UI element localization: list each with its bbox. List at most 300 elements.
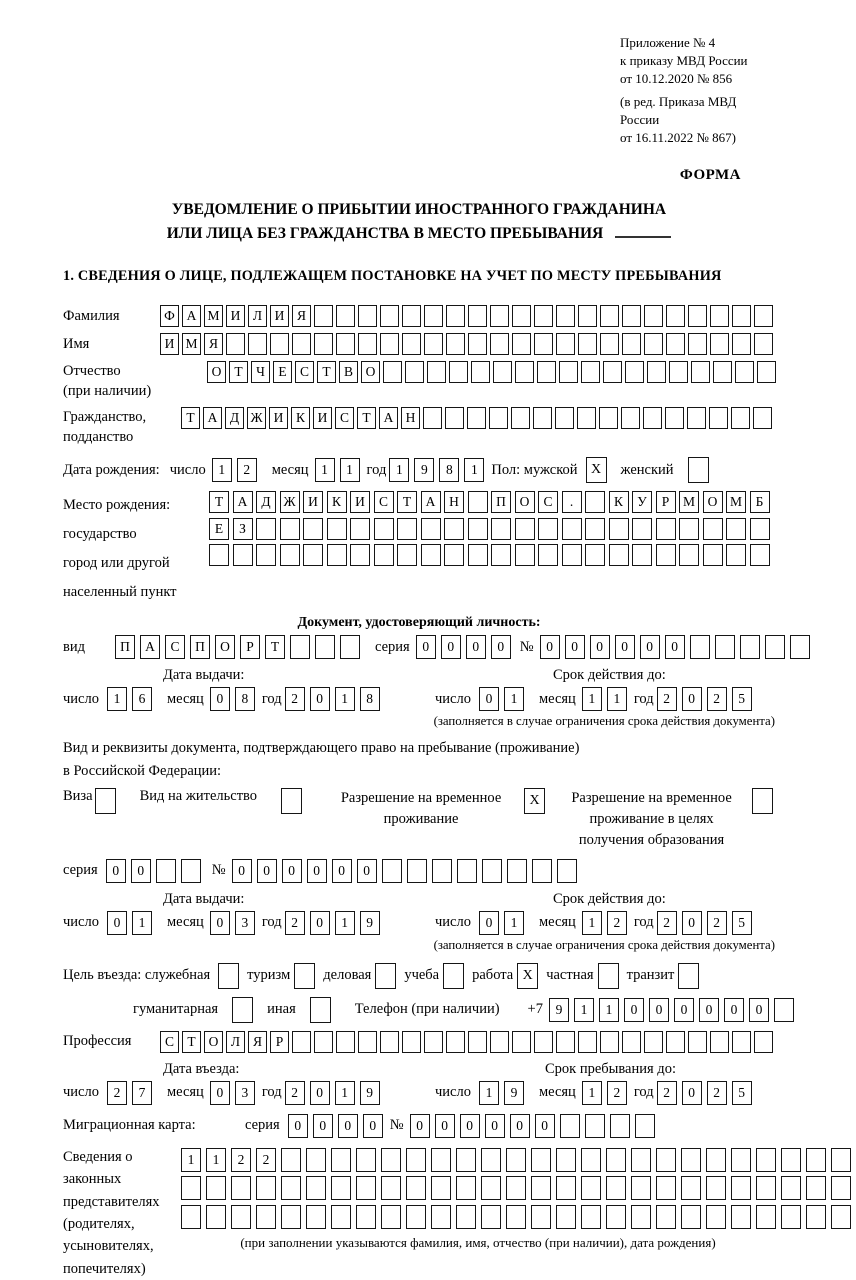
char-cell[interactable] xyxy=(281,1148,301,1172)
char-cell[interactable] xyxy=(622,333,641,355)
char-cell[interactable] xyxy=(656,1176,676,1200)
char-cell[interactable] xyxy=(531,1176,551,1200)
char-cell[interactable]: 1 xyxy=(504,687,524,711)
char-cell[interactable] xyxy=(715,635,735,659)
char-cell[interactable] xyxy=(471,361,490,383)
char-cell[interactable] xyxy=(781,1176,801,1200)
char-cell[interactable] xyxy=(515,544,535,566)
char-cell[interactable] xyxy=(490,305,509,327)
char-cell[interactable]: 1 xyxy=(315,458,335,482)
char-cell[interactable]: М xyxy=(204,305,223,327)
char-cell[interactable] xyxy=(622,305,641,327)
char-cell[interactable]: 6 xyxy=(132,687,152,711)
char-cell[interactable] xyxy=(710,305,729,327)
char-cell[interactable] xyxy=(609,518,629,540)
char-cell[interactable] xyxy=(424,333,443,355)
char-cell[interactable] xyxy=(421,544,441,566)
char-cell[interactable] xyxy=(380,333,399,355)
char-cell[interactable] xyxy=(555,407,574,429)
char-cell[interactable] xyxy=(600,333,619,355)
char-cell[interactable] xyxy=(231,1176,251,1200)
char-cell[interactable]: 0 xyxy=(257,859,277,883)
char-cell[interactable] xyxy=(606,1205,626,1229)
char-cell[interactable]: 1 xyxy=(335,1081,355,1105)
char-cell[interactable] xyxy=(468,333,487,355)
char-cell[interactable] xyxy=(557,859,577,883)
char-cell[interactable] xyxy=(468,305,487,327)
char-cell[interactable] xyxy=(512,333,531,355)
char-cell[interactable]: 1 xyxy=(504,911,524,935)
char-cell[interactable]: П xyxy=(491,491,511,513)
char-cell[interactable]: Т xyxy=(181,407,200,429)
char-cell[interactable] xyxy=(506,1205,526,1229)
char-cell[interactable] xyxy=(585,491,605,513)
char-cell[interactable]: 5 xyxy=(732,1081,752,1105)
char-cell[interactable]: 5 xyxy=(732,911,752,935)
char-cell[interactable] xyxy=(481,1205,501,1229)
char-cell[interactable] xyxy=(336,333,355,355)
char-cell[interactable] xyxy=(534,305,553,327)
char-cell[interactable]: А xyxy=(203,407,222,429)
char-cell[interactable] xyxy=(688,305,707,327)
char-cell[interactable] xyxy=(732,305,751,327)
char-cell[interactable] xyxy=(446,305,465,327)
char-cell[interactable] xyxy=(556,333,575,355)
char-cell[interactable]: 2 xyxy=(707,1081,727,1105)
char-cell[interactable] xyxy=(156,859,176,883)
char-cell[interactable] xyxy=(585,518,605,540)
char-cell[interactable]: 1 xyxy=(206,1148,226,1172)
char-cell[interactable] xyxy=(666,1031,685,1053)
char-cell[interactable] xyxy=(423,407,442,429)
char-cell[interactable] xyxy=(631,1205,651,1229)
char-cell[interactable] xyxy=(336,305,355,327)
char-cell[interactable]: Т xyxy=(357,407,376,429)
char-cell[interactable]: 1 xyxy=(389,458,409,482)
char-cell[interactable]: 0 xyxy=(485,1114,505,1138)
char-cell[interactable]: 0 xyxy=(131,859,151,883)
char-cell[interactable]: 0 xyxy=(416,635,436,659)
char-cell[interactable]: А xyxy=(233,491,253,513)
char-cell[interactable] xyxy=(512,1031,531,1053)
char-cell[interactable] xyxy=(538,544,558,566)
char-cell[interactable]: Т xyxy=(317,361,336,383)
char-cell[interactable] xyxy=(468,491,488,513)
char-cell[interactable]: 0 xyxy=(682,1081,702,1105)
char-cell[interactable]: О xyxy=(215,635,235,659)
char-cell[interactable]: 9 xyxy=(360,911,380,935)
char-cell[interactable] xyxy=(556,1205,576,1229)
char-cell[interactable] xyxy=(331,1205,351,1229)
char-cell[interactable] xyxy=(431,1176,451,1200)
char-cell[interactable]: 0 xyxy=(460,1114,480,1138)
char-cell[interactable]: 0 xyxy=(232,859,252,883)
char-cell[interactable] xyxy=(327,518,347,540)
char-cell[interactable] xyxy=(427,361,446,383)
char-cell[interactable]: К xyxy=(609,491,629,513)
char-cell[interactable] xyxy=(710,1031,729,1053)
char-cell[interactable]: 0 xyxy=(615,635,635,659)
char-cell[interactable] xyxy=(577,407,596,429)
char-cell[interactable] xyxy=(507,859,527,883)
char-cell[interactable]: А xyxy=(182,305,201,327)
char-cell[interactable] xyxy=(95,788,116,814)
char-cell[interactable] xyxy=(468,1031,487,1053)
char-cell[interactable] xyxy=(531,1148,551,1172)
char-cell[interactable] xyxy=(358,305,377,327)
char-cell[interactable] xyxy=(556,305,575,327)
char-cell[interactable]: Л xyxy=(248,305,267,327)
char-cell[interactable] xyxy=(632,518,652,540)
char-cell[interactable]: И xyxy=(303,491,323,513)
char-cell[interactable]: 1 xyxy=(335,911,355,935)
char-cell[interactable] xyxy=(336,1031,355,1053)
char-cell[interactable]: Д xyxy=(225,407,244,429)
char-cell[interactable]: 3 xyxy=(235,911,255,935)
char-cell[interactable] xyxy=(209,544,229,566)
char-cell[interactable] xyxy=(506,1148,526,1172)
char-cell[interactable] xyxy=(456,1205,476,1229)
char-cell[interactable]: 0 xyxy=(338,1114,358,1138)
char-cell[interactable]: 1 xyxy=(582,687,602,711)
char-cell[interactable]: 1 xyxy=(479,1081,499,1105)
char-cell[interactable] xyxy=(449,361,468,383)
char-cell[interactable] xyxy=(688,457,709,483)
char-cell[interactable] xyxy=(256,518,276,540)
char-cell[interactable] xyxy=(306,1176,326,1200)
char-cell[interactable] xyxy=(578,333,597,355)
char-cell[interactable] xyxy=(493,361,512,383)
char-cell[interactable] xyxy=(556,1148,576,1172)
char-cell[interactable]: 5 xyxy=(732,687,752,711)
char-cell[interactable]: 2 xyxy=(607,911,627,935)
char-cell[interactable]: 0 xyxy=(307,859,327,883)
char-cell[interactable] xyxy=(731,1205,751,1229)
char-cell[interactable]: Н xyxy=(444,491,464,513)
char-cell[interactable] xyxy=(678,963,699,989)
char-cell[interactable] xyxy=(468,518,488,540)
char-cell[interactable] xyxy=(306,1148,326,1172)
char-cell[interactable] xyxy=(380,305,399,327)
char-cell[interactable]: 0 xyxy=(510,1114,530,1138)
char-cell[interactable]: С xyxy=(335,407,354,429)
char-cell[interactable] xyxy=(610,1114,630,1138)
char-cell[interactable] xyxy=(681,1148,701,1172)
char-cell[interactable]: 0 xyxy=(749,998,769,1022)
char-cell[interactable] xyxy=(382,859,402,883)
char-cell[interactable] xyxy=(280,544,300,566)
char-cell[interactable] xyxy=(380,1031,399,1053)
char-cell[interactable]: 0 xyxy=(682,687,702,711)
char-cell[interactable] xyxy=(681,1205,701,1229)
char-cell[interactable] xyxy=(515,518,535,540)
char-cell[interactable]: 2 xyxy=(285,687,305,711)
char-cell[interactable] xyxy=(270,333,289,355)
char-cell[interactable] xyxy=(781,1148,801,1172)
char-cell[interactable] xyxy=(710,333,729,355)
char-cell[interactable] xyxy=(750,518,770,540)
char-cell[interactable]: Т xyxy=(182,1031,201,1053)
char-cell[interactable]: 0 xyxy=(565,635,585,659)
char-cell[interactable]: 2 xyxy=(231,1148,251,1172)
char-cell[interactable]: Р xyxy=(240,635,260,659)
char-cell[interactable] xyxy=(248,333,267,355)
char-cell[interactable]: И xyxy=(313,407,332,429)
char-cell[interactable] xyxy=(431,1148,451,1172)
char-cell[interactable]: Ж xyxy=(280,491,300,513)
char-cell[interactable]: 8 xyxy=(235,687,255,711)
char-cell[interactable]: 0 xyxy=(332,859,352,883)
char-cell[interactable]: 0 xyxy=(288,1114,308,1138)
char-cell[interactable] xyxy=(538,518,558,540)
char-cell[interactable]: А xyxy=(421,491,441,513)
char-cell[interactable]: И xyxy=(269,407,288,429)
char-cell[interactable] xyxy=(599,407,618,429)
char-cell[interactable] xyxy=(281,1176,301,1200)
char-cell[interactable] xyxy=(511,407,530,429)
char-cell[interactable] xyxy=(754,305,773,327)
char-cell[interactable]: 2 xyxy=(657,687,677,711)
char-cell[interactable] xyxy=(310,997,331,1023)
char-cell[interactable]: Б xyxy=(750,491,770,513)
char-cell[interactable]: 0 xyxy=(724,998,744,1022)
char-cell[interactable] xyxy=(581,1205,601,1229)
char-cell[interactable] xyxy=(831,1176,851,1200)
char-cell[interactable]: 0 xyxy=(674,998,694,1022)
char-cell[interactable]: 0 xyxy=(106,859,126,883)
char-cell[interactable] xyxy=(281,788,302,814)
char-cell[interactable]: П xyxy=(115,635,135,659)
char-cell[interactable]: А xyxy=(379,407,398,429)
char-cell[interactable]: Н xyxy=(401,407,420,429)
char-cell[interactable] xyxy=(445,407,464,429)
char-cell[interactable]: 0 xyxy=(540,635,560,659)
char-cell[interactable]: 0 xyxy=(649,998,669,1022)
char-cell[interactable] xyxy=(402,305,421,327)
char-cell[interactable] xyxy=(606,1176,626,1200)
char-cell[interactable] xyxy=(632,544,652,566)
char-cell[interactable] xyxy=(468,544,488,566)
char-cell[interactable]: 1 xyxy=(574,998,594,1022)
char-cell[interactable] xyxy=(356,1148,376,1172)
char-cell[interactable]: М xyxy=(726,491,746,513)
char-cell[interactable]: М xyxy=(182,333,201,355)
char-cell[interactable] xyxy=(424,1031,443,1053)
char-cell[interactable]: К xyxy=(327,491,347,513)
char-cell[interactable] xyxy=(581,1148,601,1172)
char-cell[interactable] xyxy=(490,333,509,355)
char-cell[interactable] xyxy=(381,1148,401,1172)
char-cell[interactable] xyxy=(656,518,676,540)
char-cell[interactable]: 0 xyxy=(665,635,685,659)
char-cell[interactable] xyxy=(731,1176,751,1200)
char-cell[interactable] xyxy=(531,1205,551,1229)
char-cell[interactable] xyxy=(515,361,534,383)
char-cell[interactable]: 1 xyxy=(607,687,627,711)
char-cell[interactable] xyxy=(407,859,427,883)
char-cell[interactable] xyxy=(491,544,511,566)
char-cell[interactable]: Ф xyxy=(160,305,179,327)
char-cell[interactable]: 2 xyxy=(657,1081,677,1105)
char-cell[interactable] xyxy=(181,1205,201,1229)
char-cell[interactable] xyxy=(687,407,706,429)
char-cell[interactable] xyxy=(232,997,253,1023)
char-cell[interactable] xyxy=(402,333,421,355)
char-cell[interactable] xyxy=(750,544,770,566)
char-cell[interactable] xyxy=(315,635,335,659)
char-cell[interactable] xyxy=(406,1176,426,1200)
char-cell[interactable] xyxy=(703,544,723,566)
char-cell[interactable] xyxy=(691,361,710,383)
char-cell[interactable] xyxy=(537,361,556,383)
char-cell[interactable] xyxy=(314,333,333,355)
char-cell[interactable] xyxy=(666,305,685,327)
char-cell[interactable] xyxy=(443,963,464,989)
char-cell[interactable]: 2 xyxy=(657,911,677,935)
char-cell[interactable] xyxy=(559,361,578,383)
char-cell[interactable] xyxy=(703,518,723,540)
char-cell[interactable] xyxy=(706,1176,726,1200)
char-cell[interactable] xyxy=(665,407,684,429)
char-cell[interactable] xyxy=(233,544,253,566)
char-cell[interactable] xyxy=(356,1176,376,1200)
char-cell[interactable]: 1 xyxy=(582,911,602,935)
char-cell[interactable] xyxy=(635,1114,655,1138)
char-cell[interactable]: 2 xyxy=(237,458,257,482)
char-cell[interactable] xyxy=(560,1114,580,1138)
char-cell[interactable]: 0 xyxy=(624,998,644,1022)
char-cell[interactable]: 0 xyxy=(466,635,486,659)
char-cell[interactable] xyxy=(467,407,486,429)
char-cell[interactable] xyxy=(340,635,360,659)
char-cell[interactable] xyxy=(578,305,597,327)
char-cell[interactable]: 1 xyxy=(181,1148,201,1172)
char-cell[interactable]: Е xyxy=(209,518,229,540)
char-cell[interactable] xyxy=(556,1176,576,1200)
char-cell[interactable] xyxy=(456,1176,476,1200)
char-cell[interactable] xyxy=(512,305,531,327)
char-cell[interactable]: Т xyxy=(265,635,285,659)
char-cell[interactable] xyxy=(756,1148,776,1172)
char-cell[interactable] xyxy=(327,544,347,566)
char-cell[interactable] xyxy=(303,544,323,566)
char-cell[interactable] xyxy=(383,361,402,383)
char-cell[interactable] xyxy=(625,361,644,383)
char-cell[interactable] xyxy=(231,1205,251,1229)
char-cell[interactable]: 2 xyxy=(256,1148,276,1172)
char-cell[interactable] xyxy=(481,1148,501,1172)
char-cell[interactable] xyxy=(350,518,370,540)
char-cell[interactable] xyxy=(622,1031,641,1053)
char-cell[interactable] xyxy=(585,544,605,566)
char-cell[interactable] xyxy=(726,544,746,566)
char-cell[interactable] xyxy=(444,518,464,540)
char-cell[interactable]: Ж xyxy=(247,407,266,429)
char-cell[interactable] xyxy=(644,1031,663,1053)
char-cell[interactable] xyxy=(206,1205,226,1229)
char-cell[interactable] xyxy=(753,407,772,429)
char-cell[interactable]: У xyxy=(632,491,652,513)
char-cell[interactable] xyxy=(781,1205,801,1229)
char-cell[interactable] xyxy=(374,544,394,566)
char-cell[interactable] xyxy=(706,1148,726,1172)
char-cell[interactable] xyxy=(656,1205,676,1229)
char-cell[interactable]: 1 xyxy=(132,911,152,935)
char-cell[interactable] xyxy=(647,361,666,383)
char-cell[interactable]: И xyxy=(350,491,370,513)
char-cell[interactable] xyxy=(713,361,732,383)
char-cell[interactable]: 0 xyxy=(310,1081,330,1105)
char-cell[interactable] xyxy=(532,859,552,883)
char-cell[interactable]: Д xyxy=(256,491,276,513)
char-cell[interactable] xyxy=(402,1031,421,1053)
char-cell[interactable] xyxy=(656,1148,676,1172)
char-cell[interactable]: 0 xyxy=(590,635,610,659)
char-cell[interactable] xyxy=(690,635,710,659)
char-cell[interactable] xyxy=(432,859,452,883)
char-cell[interactable]: И xyxy=(226,305,245,327)
char-cell[interactable]: С xyxy=(538,491,558,513)
char-cell[interactable]: 0 xyxy=(410,1114,430,1138)
char-cell[interactable] xyxy=(600,305,619,327)
char-cell[interactable] xyxy=(644,333,663,355)
char-cell[interactable]: 1 xyxy=(107,687,127,711)
char-cell[interactable] xyxy=(226,333,245,355)
char-cell[interactable]: 1 xyxy=(582,1081,602,1105)
char-cell[interactable] xyxy=(281,1205,301,1229)
char-cell[interactable]: Л xyxy=(226,1031,245,1053)
char-cell[interactable] xyxy=(444,544,464,566)
char-cell[interactable]: 0 xyxy=(491,635,511,659)
char-cell[interactable] xyxy=(482,859,502,883)
char-cell[interactable]: 1 xyxy=(340,458,360,482)
char-cell[interactable] xyxy=(534,333,553,355)
char-cell[interactable] xyxy=(562,544,582,566)
char-cell[interactable] xyxy=(431,1205,451,1229)
char-cell[interactable] xyxy=(491,518,511,540)
char-cell[interactable] xyxy=(831,1205,851,1229)
char-cell[interactable] xyxy=(446,333,465,355)
char-cell[interactable] xyxy=(754,1031,773,1053)
char-cell[interactable]: 0 xyxy=(313,1114,333,1138)
char-cell[interactable] xyxy=(397,544,417,566)
char-cell[interactable] xyxy=(381,1205,401,1229)
char-cell[interactable] xyxy=(292,1031,311,1053)
char-cell[interactable]: О xyxy=(703,491,723,513)
char-cell[interactable] xyxy=(666,333,685,355)
char-cell[interactable] xyxy=(381,1176,401,1200)
char-cell[interactable] xyxy=(489,407,508,429)
char-cell[interactable] xyxy=(290,635,310,659)
char-cell[interactable] xyxy=(656,544,676,566)
char-cell[interactable] xyxy=(397,518,417,540)
char-cell[interactable] xyxy=(681,1176,701,1200)
char-cell[interactable] xyxy=(754,333,773,355)
char-cell[interactable]: 0 xyxy=(441,635,461,659)
char-cell[interactable] xyxy=(506,1176,526,1200)
char-cell[interactable] xyxy=(481,1176,501,1200)
char-cell[interactable] xyxy=(256,1205,276,1229)
char-cell[interactable] xyxy=(406,1148,426,1172)
char-cell[interactable] xyxy=(421,518,441,540)
char-cell[interactable]: 9 xyxy=(549,998,569,1022)
char-cell[interactable]: 9 xyxy=(360,1081,380,1105)
char-cell[interactable]: 9 xyxy=(414,458,434,482)
char-cell[interactable]: Я xyxy=(292,305,311,327)
char-cell[interactable] xyxy=(609,544,629,566)
char-cell[interactable] xyxy=(490,1031,509,1053)
char-cell[interactable] xyxy=(206,1176,226,1200)
